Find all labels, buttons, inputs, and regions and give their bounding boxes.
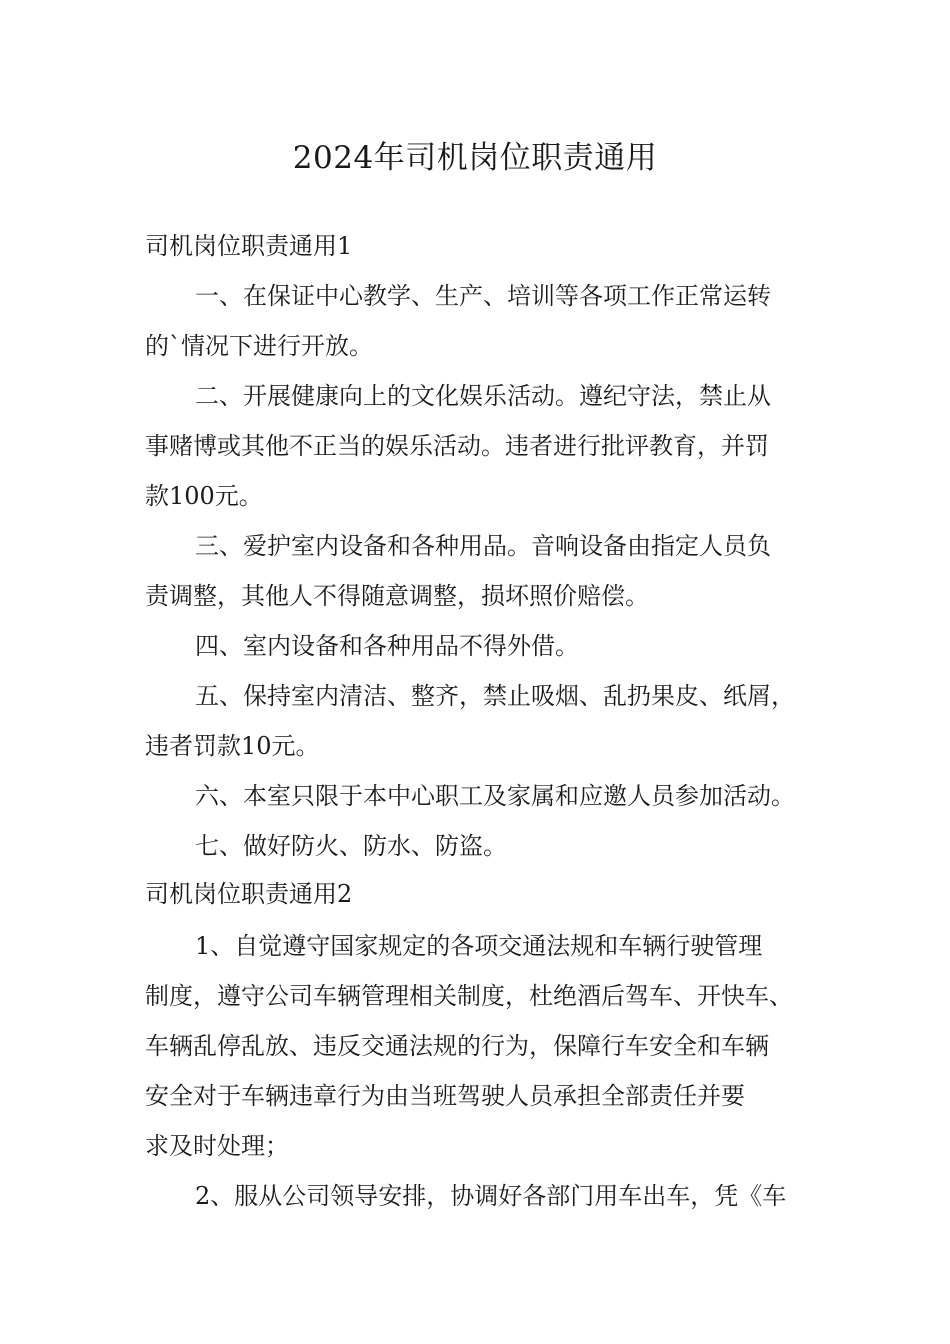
document-title: 2024年司机岗位职责通用 [292, 140, 658, 176]
paragraph-line: 车辆乱停乱放、违反交通法规的行为，保障行车安全和车辆 [145, 1032, 769, 1060]
paragraph-line: 2、服从公司领导安排，协调好各部门用车出车，凭《车 [195, 1182, 787, 1210]
paragraph-line: 事赌博或其他不正当的娱乐活动。违者进行批评教育，并罚 [145, 432, 769, 460]
section-heading-2: 司机岗位职责通用2 [145, 880, 353, 908]
paragraph-line: 制度，遵守公司车辆管理相关制度，杜绝酒后驾车、开快车、 [145, 982, 793, 1010]
paragraph-line: 一、在保证中心教学、生产、培训等各项工作正常运转 [195, 282, 771, 310]
paragraph-line: 五、保持室内清洁、整齐，禁止吸烟、乱扔果皮、纸屑， [195, 682, 795, 710]
paragraph-line: 的`情况下进行开放。 [145, 332, 373, 360]
paragraph-line: 二、开展健康向上的文化娱乐活动。遵纪守法，禁止从 [195, 382, 771, 410]
paragraph-line: 1、自觉遵守国家规定的各项交通法规和车辆行驶管理 [195, 932, 763, 960]
paragraph-line: 六、本室只限于本中心职工及家属和应邀人员参加活动。 [195, 782, 795, 810]
paragraph-line: 求及时处理； [145, 1132, 289, 1160]
paragraph-line: 违者罚款10元。 [145, 732, 320, 760]
paragraph-line: 款100元。 [145, 482, 263, 510]
section-heading-1: 司机岗位职责通用1 [145, 232, 353, 260]
paragraph-line: 七、做好防火、防水、防盗。 [195, 832, 507, 860]
paragraph-line: 责调整，其他人不得随意调整，损坏照价赔偿。 [145, 582, 649, 610]
paragraph-line: 安全对于车辆违章行为由当班驾驶人员承担全部责任并要 [145, 1082, 745, 1110]
paragraph-line: 四、室内设备和各种用品不得外借。 [195, 632, 579, 660]
paragraph-line: 三、爱护室内设备和各种用品。音响设备由指定人员负 [195, 532, 771, 560]
